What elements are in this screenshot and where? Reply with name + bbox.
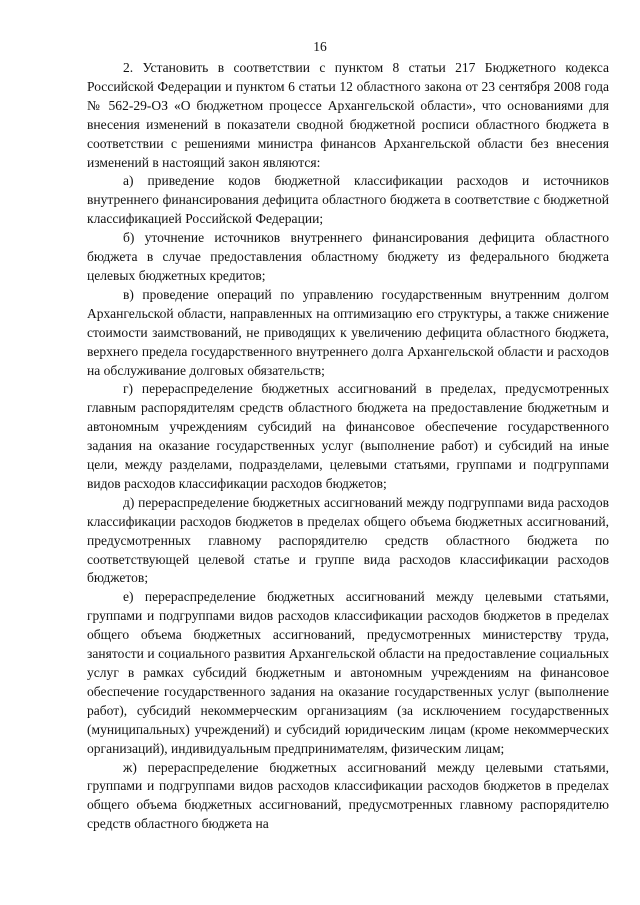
paragraph-item-g: г) перераспределение бюджетных ассигнований в пределах, предусмотренных главным распорядителям средств областного бюджета на предоставление бюджетным и автономным учреждениям субсидий на финансовое обеспечение государственного задания на оказание государственных услуг (выполнение работ) и субсидий на иные цели, между разделами, подразделами, целевыми статьями, группами и подгруппами видов расходов классификации расходов бюджетов; — [87, 381, 609, 491]
paragraph-item-e: е) перераспределение бюджетных ассигнований между целевыми статьями, группами и подгруппами видов расходов классификации расходов бюджетов в пределах общего объема бюджетных ассигнований, предусмотренных министерству труда, занятости и социального развития Архангельской области на предоставление социальных услуг в рамках субсидий бюджетным и автономным учреждениям на финансовое обеспечение государственного задания на оказание государственных услуг (выполнение работ), субсидий некоммерческим организациям (за исключением государственных (муниципальных) учреждений) и субсидий юридическим лицам (кроме некоммерческих организаций), индивидуальным предпринимателям, физическим лицам; — [87, 589, 609, 756]
paragraph-item-v: в) проведение операций по управлению государственным внутренним долгом Архангельской области, направленных на оптимизацию его структуры, а также снижение стоимости заимствований, не приводящих к увеличению дефицита областного бюджета, верхнего предела государственного внутреннего долга Архангельской области и расходов на обслуживание долговых обязательств; — [87, 286, 609, 378]
page-number: 16 — [313, 39, 327, 54]
paragraph-item-a: а) приведение кодов бюджетной классификации расходов и источников внутреннего финансирования дефицита областного бюджета в соответствие с бюджетной классификацией Российской Федерации; — [87, 173, 609, 227]
paragraph-item-d: д) перераспределение бюджетных ассигнований между подгруппами вида расходов классификации расходов бюджетов в пределах общего объема бюджетных ассигнований, предусмотренных главному распорядителю средств областного бюджета по соответствующей целевой статье и группе вида расходов классификации расходов бюджетов; — [87, 494, 609, 586]
paragraph-intro: 2. Установить в соответствии с пунктом 8 статьи 217 Бюджетного кодекса Российской Федерации и пунктом 6 статьи 12 областного закона от 23 сентября 2008 года № 562-29-ОЗ «О бюджетном процессе Архангельской области», что основаниями для внесения изменений в показатели сводной бюджетной росписи областного бюджета в соответствии с решениями министра финансов Архангельской области без внесения изменений в настоящий закон являются: — [87, 60, 609, 170]
document-body — [87, 59, 609, 834]
paragraph-item-b: б) уточнение источников внутреннего финансирования дефицита областного бюджета в случае предоставления областному бюджету из федерального бюджета целевых бюджетных кредитов; — [87, 230, 609, 283]
paragraph-item-zh: ж) перераспределение бюджетных ассигнований между целевыми статьями, группами и подгруппами видов расходов классификации расходов бюджетов в пределах общего объема бюджетных ассигнований, предусмотренных главному распорядителю средств областного бюджета на — [87, 759, 609, 832]
